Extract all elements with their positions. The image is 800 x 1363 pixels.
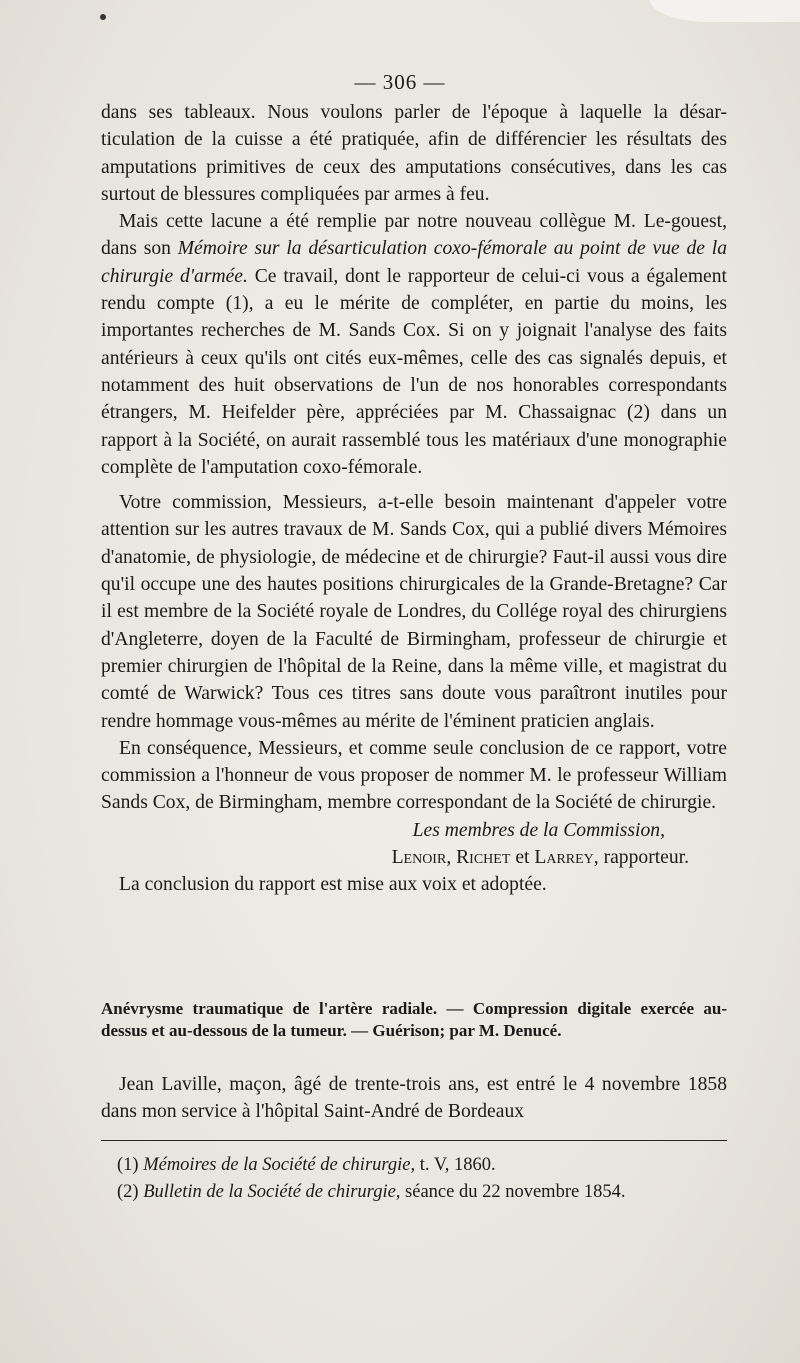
paragraph-1 bbox=[101, 99, 727, 208]
footnote-rule bbox=[101, 1140, 727, 1141]
footnote-2 bbox=[117, 1179, 737, 1206]
footnote-2-mark: (2) bbox=[117, 1182, 139, 1202]
section-paragraph: Jean Laville, maçon, âgé de trente-trois ans, est entré le 4 novembre 1858 dans mon service à l'hôpital Saint-André de Bordeaux bbox=[101, 1074, 727, 1123]
signature-names: Lenoir, Richet et Larrey, rapporteur. bbox=[391, 847, 689, 869]
footnote-2-title: Bulletin de la Société de chirurgie, bbox=[143, 1182, 401, 1202]
signer-role: , rapporteur. bbox=[593, 847, 689, 869]
line: ticulation de la cuisse a été pratiquée, afin de différencier les résultats bbox=[101, 129, 692, 151]
paragraph-2 bbox=[101, 208, 727, 481]
paragraph-2-italic-title: Mémoire sur la désarticulation coxo-fémorale au point de vue de la chirurgie d'armée. bbox=[101, 238, 727, 287]
signer-richet: Richet bbox=[456, 847, 511, 869]
page-number: — 306 — bbox=[354, 70, 446, 94]
paragraph-4: En conséquence, Messieurs, et comme seule conclusion de ce rapport, votre commission a l'honneur de vous proposer de nommer M. le professeur William Sands Cox, de Birmingham, membre correspondant de la Société de chirurgie. bbox=[101, 737, 727, 814]
signature-title: Les membres de la Commission, bbox=[412, 819, 665, 841]
footnote-1 bbox=[117, 1152, 737, 1179]
footnote-1-title: Mémoires de la Société de chirurgie, bbox=[143, 1155, 416, 1175]
section-heading: Anévrysme traumatique de l'artère radiale. — Compression digitale exercée au-dessus et au-dessous de la tumeur. — Guérison; par M. Denucé. bbox=[101, 999, 727, 1040]
paragraph-2-text-b: Ce travail, dont le rapporteur de celui-ci vous a également rendu compte (1), a eu le mérite de compléter, en partie du moins, les importantes recherches de M. Sands Cox. Si on y joignait l'analyse des faits antérieurs à ceux qu'ils ont cités eux-mêmes, celle des cas signalés depuis, et notamment des huit observations de l'un de nos honorables correspondants étrangers, M. Heifelder père, appréciées par M. Chassaignac (2) dans un rapport à la Société, on aurait rassemblé tous les matériaux d'une monographie complète de l'amputation coxo-fémorale. bbox=[101, 265, 727, 478]
footnote-1-mark: (1) bbox=[117, 1155, 139, 1175]
paragraph-2-text-a: Mais cette lacune a été remplie par notre nouveau collègue M. Le-gouest, dans son bbox=[101, 211, 727, 260]
signer-larrey: Larrey bbox=[534, 847, 594, 869]
line: des amputations primitives de ceux des amputations consécutives, dans bbox=[101, 129, 727, 178]
line: dans ses tableaux. Nous voulons parler de l'époque à laquelle la désar- bbox=[101, 102, 727, 123]
conclusion-line: La conclusion du rapport est mise aux voix et adoptée. bbox=[119, 874, 547, 896]
ink-dot bbox=[100, 14, 106, 20]
section-body bbox=[101, 1071, 727, 1126]
footnotes bbox=[117, 1152, 737, 1206]
signer-conjunction: et bbox=[515, 847, 530, 869]
paragraph-3: Votre commission, Messieurs, a-t-elle besoin maintenant d'appeler votre attention sur les autres travaux de M. Sands Cox, qui a publié divers Mémoires d'anatomie, de physiologie, de médecine et de chirurgie? Faut-il aussi vous dire qu'il occupe une des hautes positions chirurgicales de la Grande-Bretagne? Car il est membre de la Société royale de Londres, du Collége royal des chirurgiens d'Angleterre, doyen de la Faculté de Birmingham, professeur de chirurgie et premier chirurgien de l'hôpital de la Reine, dans la même ville, et magistrat du comté de Warwick? Tous ces titres sans doute vous paraîtront inutiles pour rendre hommage vous-mêmes au mérite de l'éminent praticien anglais. bbox=[101, 492, 727, 732]
footnote-1-detail: t. V, 1860. bbox=[415, 1155, 496, 1175]
main-text bbox=[101, 99, 727, 899]
paper-wear-mark bbox=[650, 0, 800, 22]
signer-lenoir: Lenoir bbox=[391, 847, 447, 869]
footnote-2-detail: séance du 22 novembre 1854. bbox=[400, 1182, 626, 1202]
line: les cas surtout de blessures compliquées par armes à feu. bbox=[101, 156, 728, 205]
